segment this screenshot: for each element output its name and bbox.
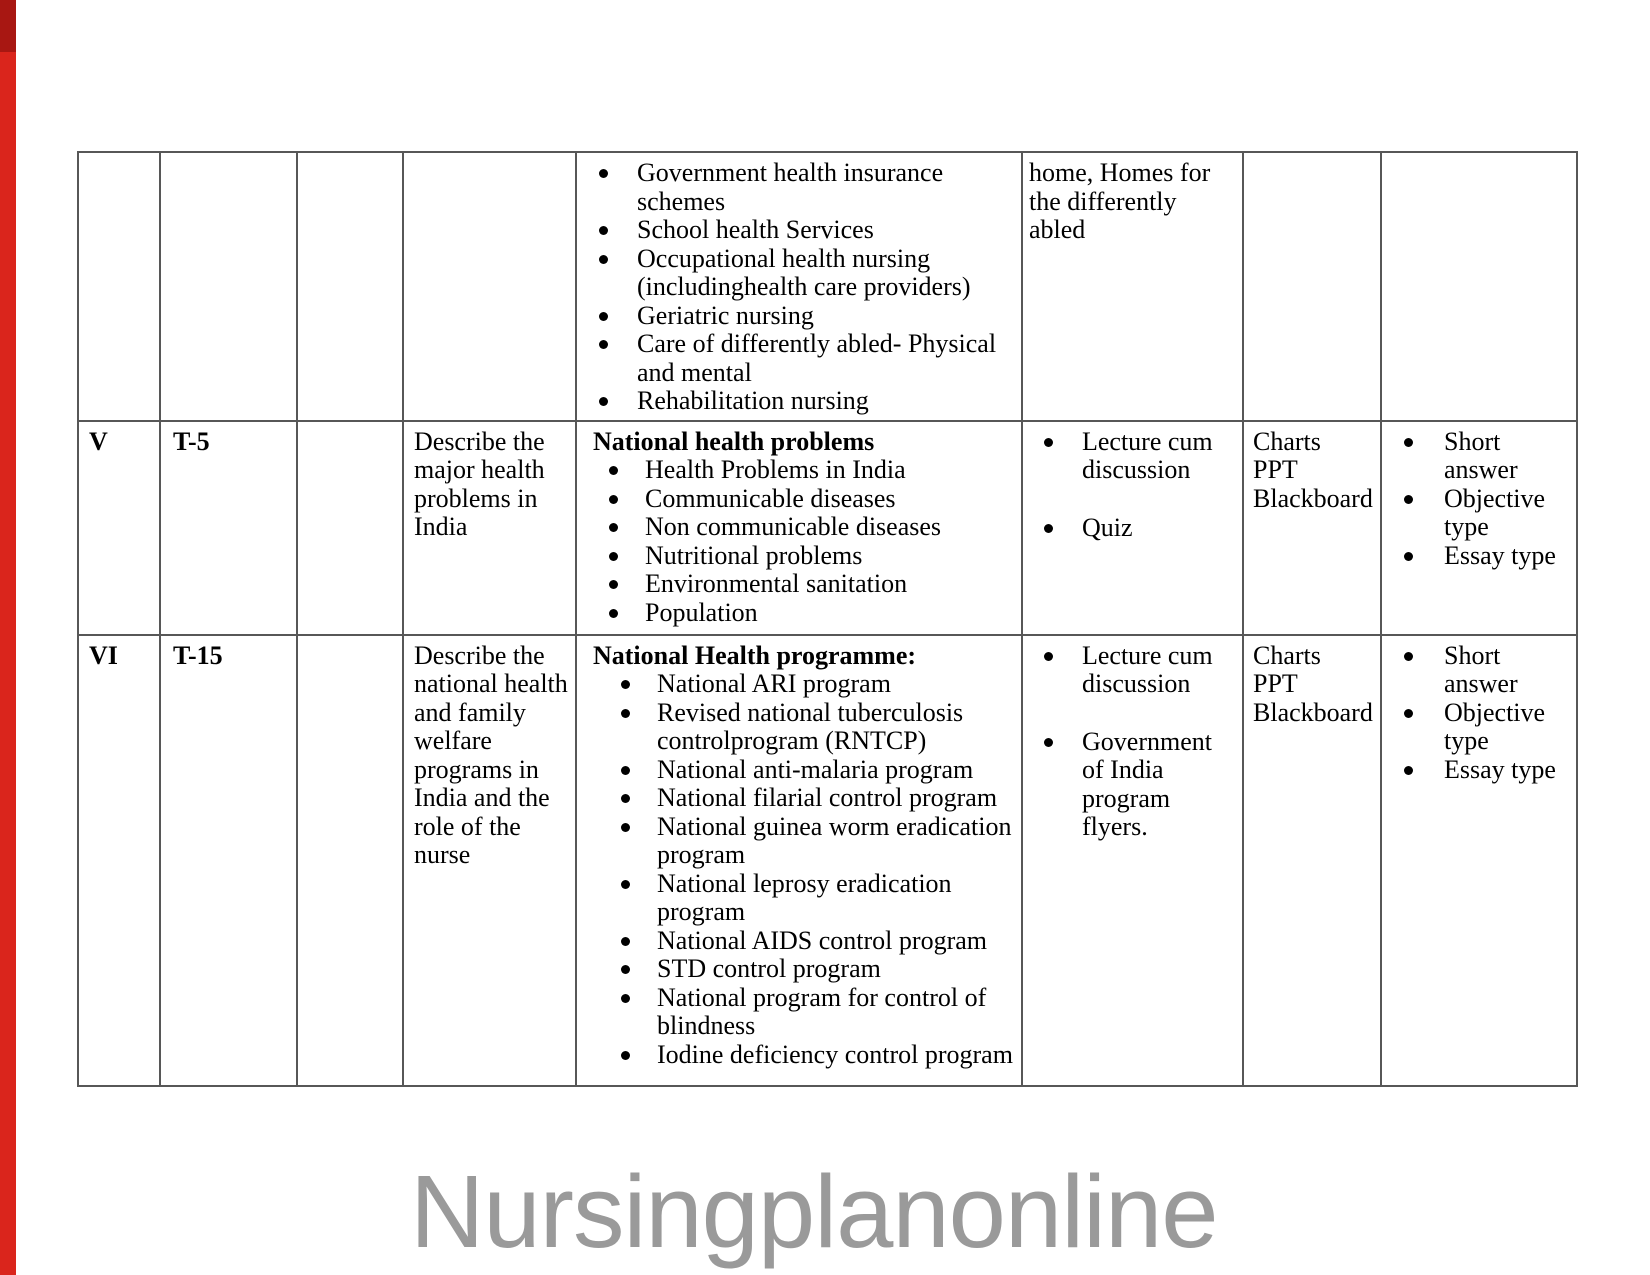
bullet-icon — [621, 927, 657, 946]
bullet-item: National ARI program — [621, 670, 1017, 699]
bullet-list — [1388, 428, 1572, 571]
bullet-icon — [599, 302, 637, 321]
evaluation-cell — [1381, 421, 1577, 635]
content-heading: National health problems — [593, 426, 875, 456]
bullet-icon — [621, 784, 657, 803]
bullet-icon — [609, 456, 645, 475]
bullet-item: National AIDS control program — [621, 927, 1017, 956]
content-cell — [576, 635, 1022, 1086]
empty-cell — [297, 421, 403, 635]
bullet-item: Environmental sanitation — [609, 570, 1017, 599]
teaching-method-cell — [1022, 635, 1243, 1086]
bullet-icon — [1044, 428, 1082, 447]
bullet-item: Nutritional problems — [609, 542, 1017, 571]
bullet-item: Government health insurance schemes — [599, 159, 1017, 216]
av-aids-cell — [1243, 421, 1381, 635]
bullet-item: Occupational health nursing (includinghealth care providers) — [599, 245, 1017, 302]
bullet-item: Care of differently abled- Physical and mental — [599, 330, 1017, 387]
bullet-item: National program for control of blindness — [621, 984, 1017, 1041]
empty-cell — [297, 152, 403, 421]
bullet-item: Population — [609, 599, 1017, 628]
bullet-list — [1029, 428, 1238, 543]
bullet-list — [583, 159, 1017, 416]
bullet-item: Communicable diseases — [609, 485, 1017, 514]
empty-cell — [297, 635, 403, 1086]
av-aid-item: Charts — [1253, 640, 1321, 670]
red-edge-stripe — [0, 0, 16, 1275]
objective-cell: Describe the major health problems in India — [403, 421, 576, 635]
objective-cell: Describe the national health and family welfare programs in India and the role of the nurse — [403, 635, 576, 1086]
hours-cell: T-15 — [160, 635, 297, 1086]
av-aid-item: PPT — [1253, 455, 1298, 484]
bullet-item: Rehabilitation nursing — [599, 387, 1017, 416]
bullet-item: Essay type — [1404, 542, 1566, 571]
bullet-item: Essay type — [1404, 756, 1566, 785]
bullet-item: Revised national tuberculosis controlprogram (RNTCP) — [621, 699, 1017, 756]
av-aid-item: Blackboard — [1253, 697, 1373, 727]
bullet-list — [583, 456, 1017, 627]
bullet-item: National leprosy eradication program — [621, 870, 1017, 927]
bullet-item: Short answer — [1404, 428, 1566, 485]
unit-cell: VI — [78, 635, 160, 1086]
bullet-item: Quiz — [1044, 514, 1232, 543]
av-aids-list — [1253, 642, 1378, 728]
bullet-item: Health Problems in India — [609, 456, 1017, 485]
table-row-continuation — [78, 152, 1577, 421]
unit-cell: V — [78, 421, 160, 635]
av-aids-list — [1253, 428, 1378, 514]
bullet-item: Lecture cum discussion — [1044, 642, 1232, 699]
curriculum-table — [77, 151, 1578, 1087]
hours-cell: T-5 — [160, 421, 297, 635]
bullet-icon — [1404, 428, 1444, 447]
unit-cell — [78, 152, 160, 421]
bullet-item: School health Services — [599, 216, 1017, 245]
bullet-icon — [1404, 756, 1444, 775]
watermark: Nursingplanonline — [410, 1154, 1218, 1269]
bullet-icon — [621, 984, 657, 1003]
bullet-icon — [621, 670, 657, 689]
bullet-list — [1029, 642, 1238, 842]
bullet-icon — [621, 870, 657, 889]
av-aid-item: Charts — [1253, 426, 1321, 456]
bullet-item: Non communicable diseases — [609, 513, 1017, 542]
bullet-icon — [1044, 728, 1082, 747]
table-row-unit-v — [78, 421, 1577, 635]
bullet-icon — [621, 1041, 657, 1060]
bullet-item: Short answer — [1404, 642, 1566, 699]
bullet-item: Iodine deficiency control program — [621, 1041, 1017, 1070]
bullet-icon — [621, 813, 657, 832]
bullet-icon — [621, 699, 657, 718]
teaching-method-cell — [1022, 421, 1243, 635]
bullet-item: Objective type — [1404, 699, 1566, 756]
bullet-item: Objective type — [1404, 485, 1566, 542]
bullet-icon — [621, 756, 657, 775]
bullet-icon — [609, 570, 645, 589]
bullet-icon — [1404, 542, 1444, 561]
bullet-item: STD control program — [621, 955, 1017, 984]
bullet-icon — [599, 159, 637, 178]
table-row-unit-vi — [78, 635, 1577, 1086]
continuation-text: home, Homes for the differently abled — [1029, 158, 1211, 244]
bullet-item: Lecture cum discussion — [1044, 428, 1232, 485]
bullet-item: National filarial control program — [621, 784, 1017, 813]
bullet-icon — [1044, 514, 1082, 533]
bullet-list — [583, 670, 1017, 1069]
bullet-icon — [599, 245, 637, 264]
bullet-list — [1388, 642, 1572, 785]
bullet-item: Government of India program flyers. — [1044, 728, 1232, 842]
bullet-icon — [609, 513, 645, 532]
evaluation-cell — [1381, 635, 1577, 1086]
bullet-item: Geriatric nursing — [599, 302, 1017, 331]
content-cell — [576, 152, 1022, 421]
teaching-method-cell — [1022, 152, 1243, 421]
bullet-icon — [1044, 642, 1082, 661]
av-aid-item: Blackboard — [1253, 483, 1373, 513]
bullet-icon — [609, 599, 645, 618]
bullet-icon — [609, 485, 645, 504]
content-heading: National Health programme: — [593, 640, 917, 670]
bullet-item: National anti-malaria program — [621, 756, 1017, 785]
av-aids-cell — [1243, 635, 1381, 1086]
av-aid-item: PPT — [1253, 669, 1298, 698]
content-cell — [576, 421, 1022, 635]
bullet-icon — [609, 542, 645, 561]
bullet-icon — [621, 955, 657, 974]
bullet-icon — [1404, 485, 1444, 504]
bullet-item: National guinea worm eradication program — [621, 813, 1017, 870]
lesson-plan-table — [77, 151, 1578, 1087]
bullet-icon — [599, 387, 637, 406]
bullet-icon — [599, 216, 637, 235]
bullet-icon — [599, 330, 637, 349]
bullet-icon — [1404, 642, 1444, 661]
av-aids-cell — [1243, 152, 1381, 421]
hours-cell — [160, 152, 297, 421]
objective-cell — [403, 152, 576, 421]
bullet-icon — [1404, 699, 1444, 718]
evaluation-cell — [1381, 152, 1577, 421]
